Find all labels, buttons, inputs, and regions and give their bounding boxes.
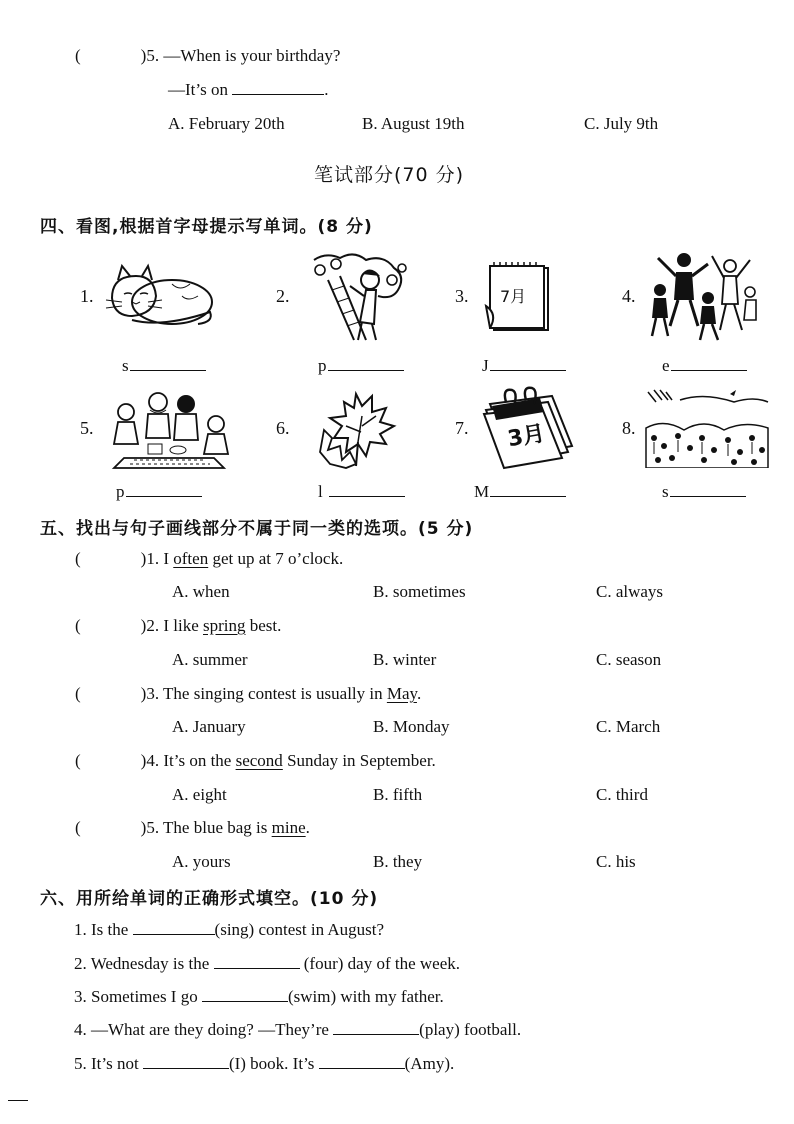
- section5-title: 五、找出与句子画线部分不属于同一类的选项。(5 分): [40, 519, 474, 539]
- answer-bracket[interactable]: (: [75, 549, 81, 568]
- option-a[interactable]: A. February 20th: [168, 114, 285, 133]
- option-c[interactable]: C. his: [596, 852, 636, 871]
- answer-blank[interactable]: [232, 80, 324, 95]
- option-c[interactable]: C. season: [596, 650, 662, 669]
- s5-question-3: ( )3. The singing contest is usually in May.: [75, 684, 422, 703]
- answer-line-2[interactable]: p: [318, 356, 404, 376]
- fill-blank[interactable]: [143, 1054, 229, 1069]
- answer-line-3[interactable]: J: [482, 356, 566, 376]
- option-a[interactable]: A. summer: [172, 650, 248, 669]
- answer-line-5[interactable]: p: [116, 482, 202, 502]
- section6-title: 六、用所给单词的正确形式填空。(10 分): [40, 889, 379, 909]
- s6-item-2: 2. Wednesday is the (four) day of the week.: [74, 954, 460, 973]
- s6-item-4: 4. —What are they doing? —They’re (play) football.: [74, 1020, 522, 1039]
- picnic-icon: [104, 388, 236, 470]
- answer-bracket[interactable]: (: [75, 818, 81, 837]
- option-b[interactable]: B. winter: [373, 650, 437, 669]
- spring-landscape-icon: [644, 388, 770, 468]
- option-c[interactable]: C. always: [596, 582, 664, 601]
- item-number: 4.: [622, 286, 636, 306]
- option-b[interactable]: B. they: [373, 852, 423, 871]
- underlined-word: spring: [203, 616, 246, 635]
- underlined-word: often: [173, 549, 209, 568]
- option-b[interactable]: B. fifth: [373, 785, 423, 804]
- section4-title: 四、看图,根据首字母提示写单词。(8 分): [40, 217, 373, 237]
- listening-q5-answer: [168, 80, 328, 100]
- option-c[interactable]: C. March: [596, 717, 661, 736]
- s5-question-4: ( )4. It’s on the second Sunday in September.: [75, 751, 436, 770]
- answer-line-1[interactable]: s: [122, 356, 206, 376]
- s6-item-3: 3. Sometimes I go (swim) with my father.: [74, 987, 444, 1006]
- calendar-march-icon: [482, 384, 578, 470]
- option-a[interactable]: A. yours: [172, 852, 231, 871]
- item-number: 8.: [622, 418, 636, 438]
- item-number: 1.: [80, 286, 94, 306]
- fill-blank[interactable]: [202, 987, 288, 1002]
- people-exercising-icon: [646, 246, 760, 342]
- item-number: 2.: [276, 286, 290, 306]
- s6-item-5: 5. It’s not (I) book. It’s (Amy).: [74, 1054, 455, 1073]
- s6-item-1: 1. Is the (sing) contest in August?: [74, 920, 385, 939]
- answer-prefix: —It’s on: [168, 80, 228, 99]
- fill-blank[interactable]: [333, 1020, 419, 1035]
- underlined-word: mine: [271, 818, 306, 837]
- sleeping-cat-icon: [102, 262, 218, 330]
- s5-question-1: ( )1. I often get up at 7 o’clock.: [75, 549, 344, 568]
- answer-line-4[interactable]: e: [662, 356, 747, 376]
- fill-blank[interactable]: [319, 1054, 405, 1069]
- answer-bracket[interactable]: (: [75, 751, 81, 770]
- item-number: 3.: [455, 286, 469, 306]
- answer-line-6[interactable]: l: [318, 482, 405, 502]
- question-text: —When is your birthday?: [163, 46, 341, 65]
- option-a[interactable]: A. when: [172, 582, 230, 601]
- option-c[interactable]: C. July 9th: [584, 114, 659, 133]
- answer-line-7[interactable]: M: [474, 482, 566, 502]
- answer-suffix: .: [324, 80, 329, 99]
- leaves-icon: [316, 386, 406, 472]
- option-b[interactable]: B. Monday: [373, 717, 450, 736]
- fill-blank[interactable]: [133, 920, 215, 935]
- s5-question-5: ( )5. The blue bag is mine.: [75, 818, 310, 837]
- calendar-july-icon: [480, 262, 552, 336]
- item-number: 6.: [276, 418, 290, 438]
- option-a[interactable]: A. January: [172, 717, 246, 736]
- answer-line-8[interactable]: s: [662, 482, 746, 502]
- underlined-word: May: [386, 684, 417, 703]
- option-c[interactable]: C. third: [596, 785, 648, 804]
- answer-bracket-open[interactable]: (: [75, 46, 81, 65]
- calendar-text: 7月: [500, 287, 527, 306]
- picking-apples-icon: [306, 250, 410, 342]
- option-b[interactable]: B. August 19th: [362, 114, 465, 133]
- underlined-word: second: [235, 751, 283, 770]
- page-margin-dash: [8, 1100, 28, 1101]
- option-a[interactable]: A. eight: [172, 785, 227, 804]
- answer-bracket[interactable]: (: [75, 684, 81, 703]
- fill-blank[interactable]: [214, 954, 300, 969]
- question-number: )5.: [140, 46, 160, 65]
- listening-q5-row: [75, 46, 340, 66]
- written-part-title: 笔试部分(70 分): [314, 164, 465, 186]
- answer-bracket[interactable]: (: [75, 616, 81, 635]
- item-number: 5.: [80, 418, 94, 438]
- s5-question-2: ( )2. I like spring best.: [75, 616, 282, 635]
- option-b[interactable]: B. sometimes: [373, 582, 466, 601]
- item-number: 7.: [455, 418, 469, 438]
- calendar-text: 3月: [505, 421, 547, 453]
